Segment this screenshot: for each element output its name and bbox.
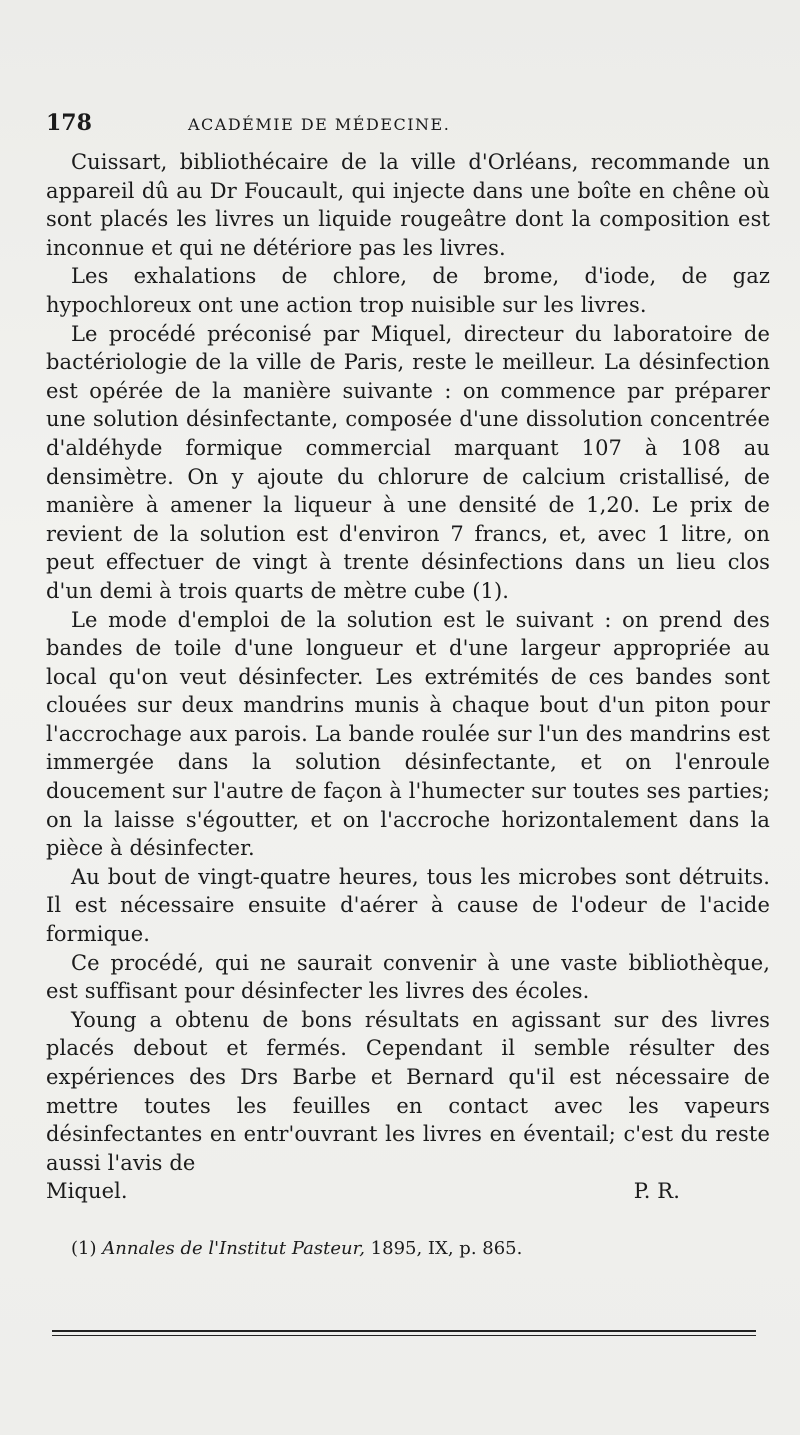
paragraph: Les exhalations de chlore, de brome, d'iode, de gaz hypochloreux ont une action trop nuisible sur les livres. [46, 264, 770, 317]
paragraph: Le mode d'emploi de la solution est le suivant : on prend des bandes de toile d'une longueur et d'une largeur appropriée au local qu'on veut désinfecter. Les extrémités de ces bandes sont clouées sur deux mandrins munis à chaque bout d'un piton pour l'accrochage aux parois. La bande roulée sur l'un des mandrins est immergée dans la solution désinfectante, et on l'enroule doucement sur l'autre de façon à l'humecter sur toutes ses parties; on la laisse s'égoutter, et on l'accroche horizontalement dans la pièce à désinfecter. [46, 607, 770, 861]
paragraph: Le procédé préconisé par Miquel, directeur du laboratoire de bactériologie de la ville de Paris, reste le meilleur. La désinfection est opérée de la manière suivante : on commence par préparer une solution désinfectante, composée d'une dissolution concentrée d'aldéhyde formique commercial marquant 107 à 108 au densimètre. On y ajoute du chlorure de calcium cristallisé, de manière à amener la liqueur à une densité de 1,20. Le prix de revient de la solution est d'environ 7 francs, et, avec 1 litre, on peut effectuer de vingt à trente désinfections dans un lieu clos d'un demi à trois quarts de mètre cube (1). [46, 321, 770, 603]
divider-rule [52, 1335, 756, 1336]
signature-line [46, 1177, 770, 1206]
paragraph: Young a obtenu de bons résultats en agissant sur des livres placés debout et fermés. Cependant il semble résulter des expériences des Drs Barbe et Bernard qu'il est nécessaire de mettre toutes les feuilles en contact avec les vapeurs désinfectantes en entr'ouvrant les livres en éventail; c'est du reste aussi l'avis de [46, 1007, 770, 1175]
paragraph: Au bout de vingt-quatre heures, tous les microbes sont détruits. Il est nécessaire ensuite d'aérer à cause de l'odeur de l'acide formique. [46, 864, 770, 947]
signature: P. R. [633, 1179, 680, 1204]
footnote [46, 1238, 770, 1259]
running-title: ACADÉMIE DE MÉDECINE. [188, 115, 451, 134]
closing-word: Miquel. [46, 1179, 128, 1204]
running-head [46, 110, 770, 140]
footnote-ref: 1895, IX, p. 865. [370, 1237, 523, 1259]
paragraph: Ce procédé, qui ne saurait convenir à une vaste bibliothèque, est suffisant pour désinfecter les livres des écoles. [46, 950, 770, 1004]
footnote-marker: (1) [71, 1237, 97, 1259]
page-number: 178 [46, 110, 92, 136]
divider-rule [52, 1330, 756, 1332]
footnote-source: Annales de l'Institut Pasteur, [102, 1237, 365, 1259]
body-text [46, 148, 770, 1206]
paragraph: Cuissart, bibliothécaire de la ville d'Orléans, recommande un appareil dû au Dr Foucault, qui injecte dans une boîte en chêne où sont placés les livres un liquide rougeâtre dont la composition est inconnue et qui ne détériore pas les livres. [46, 150, 770, 260]
